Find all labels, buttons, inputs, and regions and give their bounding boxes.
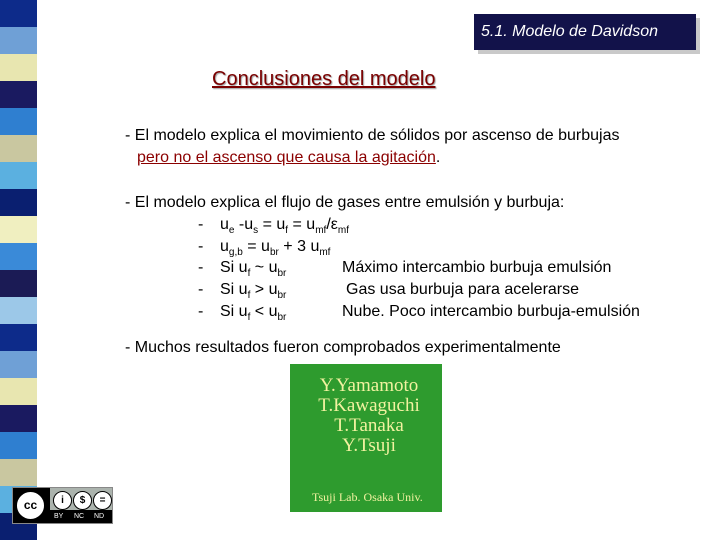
stripe-block: [0, 135, 37, 162]
stripe-block: [0, 270, 37, 297]
noderivs-icon: =: [93, 491, 112, 510]
stripe-block: [0, 351, 37, 378]
subscript: f: [247, 290, 251, 302]
subscript: br: [277, 268, 287, 280]
author-name: T.Tanaka: [334, 415, 404, 436]
equation-text: /ε: [326, 216, 338, 233]
bullet-1-highlight: pero no el ascenso que causa la agitación: [137, 149, 436, 166]
book-cover-image: [290, 364, 442, 512]
stripe-block: [0, 243, 37, 270]
slide-title: Conclusiones del modelo: [212, 68, 436, 90]
equation-item: [198, 238, 330, 258]
attribution-icon: i: [53, 491, 72, 510]
subscript: g,b: [228, 247, 243, 259]
equation-note: Gas usa burbuja para acelerarse: [346, 281, 580, 298]
nd-label: ND: [94, 513, 105, 520]
subscript: br: [277, 290, 287, 302]
equation-note: Máximo intercambio burbuja emulsión: [342, 259, 612, 276]
author-name: Y.Tsuji: [342, 435, 396, 456]
stripe-block: [0, 108, 37, 135]
equation-text: -u: [234, 216, 254, 233]
equation-text: > u: [250, 281, 278, 298]
stripe-block: [0, 378, 37, 405]
by-label: BY: [54, 513, 64, 520]
stripe-block: [0, 459, 37, 486]
author-names: [290, 376, 442, 456]
item-dash: -: [198, 281, 204, 298]
item-dash: -: [198, 259, 204, 276]
author-name: T.Kawaguchi: [318, 395, 420, 416]
bullet-1-period: .: [435, 149, 441, 166]
equation-item: [198, 216, 349, 236]
lab-name: Tsuji Lab. Osaka Univ.: [312, 490, 423, 504]
subscript: f: [247, 268, 251, 280]
equation-text: = u: [242, 238, 270, 255]
equation-text: < u: [250, 303, 278, 320]
subscript: br: [277, 312, 287, 324]
item-dash: -: [198, 216, 204, 233]
stripe-block: [0, 0, 37, 27]
author-name: Y.Yamamoto: [319, 375, 419, 396]
subscript: f: [285, 225, 289, 237]
equation-text: u: [220, 216, 229, 233]
subscript: mf: [337, 225, 349, 237]
equation-text: u: [220, 238, 229, 255]
noncommercial-icon: $: [73, 491, 92, 510]
stripe-block: [0, 432, 37, 459]
subscript: mf: [315, 225, 327, 237]
subscript: mf: [319, 247, 331, 259]
stripe-block: [0, 162, 37, 189]
stripe-block: [0, 324, 37, 351]
stripe-block: [0, 216, 37, 243]
stripe-block: [0, 54, 37, 81]
decorative-stripe: [0, 0, 37, 540]
bullet-2-intro: - El modelo explica el flujo de gases entre emulsión y burbuja:: [125, 194, 565, 211]
subscript: s: [253, 225, 259, 237]
equation-item: [198, 303, 286, 323]
stripe-block: [0, 189, 37, 216]
section-header: [474, 14, 696, 50]
section-title: 5.1. Modelo de Davidson: [481, 23, 658, 40]
bullet-1-line-2: [137, 149, 440, 167]
bullet-1-line-1: - El modelo explica el movimiento de sólidos por ascenso de burbujas: [125, 127, 620, 144]
equation-text: = u: [258, 216, 286, 233]
creative-commons-badge: [12, 487, 113, 524]
cc-icon: cc: [15, 490, 46, 521]
stripe-block: [0, 81, 37, 108]
equation-note: Nube. Poco intercambio burbuja-emulsión: [342, 303, 640, 320]
item-dash: -: [198, 238, 204, 255]
stripe-block: [0, 297, 37, 324]
equation-text: = u: [288, 216, 316, 233]
subscript: br: [269, 247, 279, 259]
nc-label: NC: [74, 513, 85, 520]
equation-item: [198, 281, 286, 301]
subscript: e: [228, 225, 235, 237]
stripe-block: [0, 405, 37, 432]
equation-item: [198, 259, 286, 279]
equation-text: Si u: [220, 259, 248, 276]
equation-text: ~ u: [250, 259, 278, 276]
equation-text: + 3 u: [278, 238, 320, 255]
bullet-3: - Muchos resultados fueron comprobados experimentalmente: [125, 339, 561, 356]
subscript: f: [247, 312, 251, 324]
equation-text: Si u: [220, 281, 248, 298]
equation-text: Si u: [220, 303, 248, 320]
stripe-block: [0, 27, 37, 54]
item-dash: -: [198, 303, 204, 320]
